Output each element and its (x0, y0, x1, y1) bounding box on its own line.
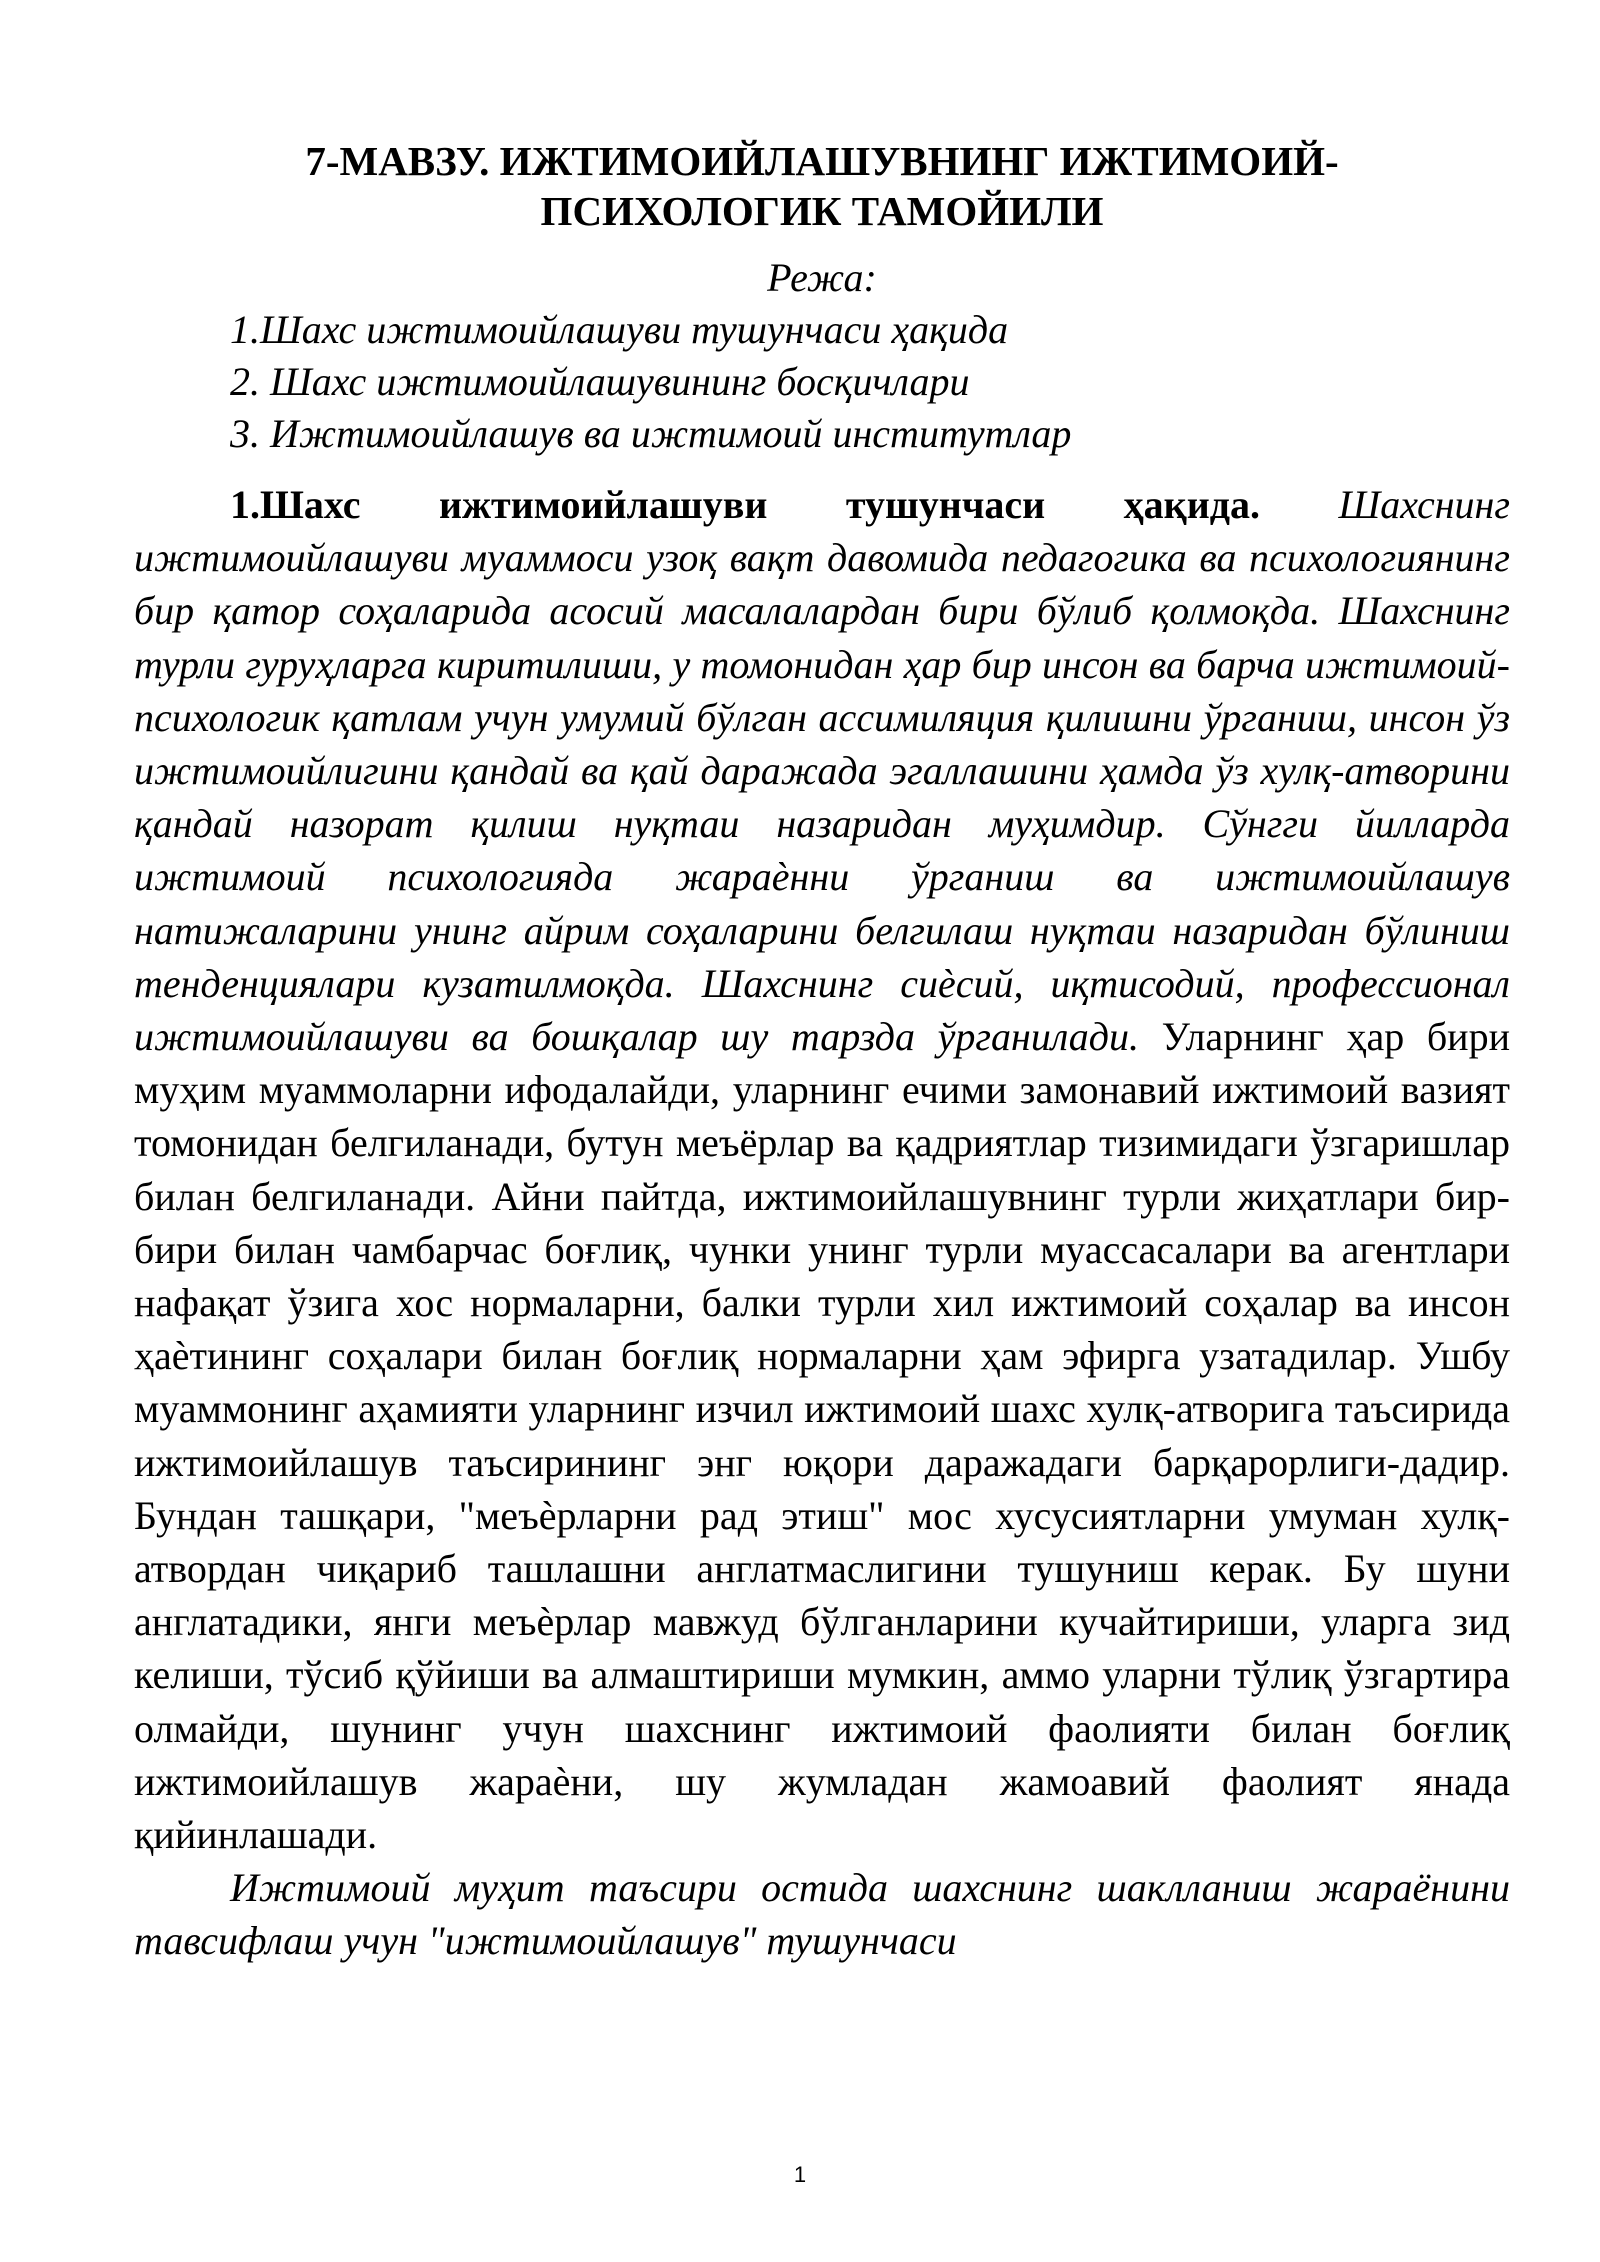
body-paragraph-2: Ижтимоий муҳит таъсири остида шахснинг шаклланиш жараёнини тавсифлаш учун "ижтимоийлашув" тушунчаси (134, 1865, 1510, 1964)
plan-list (134, 304, 1510, 460)
title-line-1: 7-МАВЗУ. ИЖТИМОИЙЛАШУВНИНГ ИЖТИМОИЙ- (305, 138, 1339, 184)
paragraph-1-text: Уларнинг ҳар бири муҳим муаммоларни ифодалайди, уларнинг ечими замонавий ижтимоий вазият томонидан белгиланади, бутун меъёрлар ва қадриятлар тизимидаги ўзгаришлар билан белгиланади. Айни пайтда, ижтимоийлашувнинг турли жиҳатлари бир-бири билан чамбарчас боғлиқ, чунки унинг турли муассасалари ва агентлари нафақат ўзига хос нормаларни, балки турли хил ижтимоий соҳалар ва инсон ҳаѐтининг соҳалари билан боғлиқ нормаларни ҳам эфирга узатадилар. Ушбу муаммонинг аҳамияти уларнинг изчил ижтимоий шахс хулқ-атворига таъсирида ижтимоийлашув таъсирининг энг юқори даражадаги барқарорлиги-дадир. Бундан ташқари, "меъѐрларни рад этиш" мос хусусиятларни умуман хулқ-атвордан чиқариб ташлашни англатмаслигини тушуниш керак. Бу шуни англатадики, янги меъѐрлар мавжуд бўлганларини кучайтириши, уларга зид келиши, тўсиб қўйиши ва алмаштириши мумкин, аммо уларни тўлиқ ўзгартира олмайди, шунинг учун шахснинг ижтимоий фаолияти билан боғлиқ ижтимоийлашув жараѐни, шу жумладан жамоавий фаолият янада қийинлашади. (134, 1014, 1510, 1858)
plan-heading: Режа: (767, 255, 877, 300)
page-number: 1 (793, 2162, 807, 2187)
page-content (134, 136, 1510, 1968)
page-title (134, 136, 1510, 236)
plan-item-2: 2. Шахс ижтимоийлашувининг босқичлари (230, 359, 970, 404)
paragraph-1-italic-text: Шахснинг ижтимоийлашуви муаммоси узоқ вақт давомида педагогика ва психологиянинг бир қатор соҳаларида асосий масалалардан бири бўлиб қолмоқда. Шахснинг турли гуруҳларга киритилиши, у томонидан ҳар бир инсон ва барча ижтимоий-психологик қатлам учун умумий бўлган ассимиляция қилишни ўрганиш, инсон ўз ижтимоийлигини қандай ва қай даражада эгаллашини ҳамда ўз хулқ-атворини қандай назорат қилиш нуқтаи назаридан муҳимдир. Сўнгги йилларда ижтимоий психологияда жараѐнни ўрганиш ва ижтимоийлашув натижаларини унинг айрим соҳаларини белгилаш нуқтаи назаридан бўлиниш тенденциялари кузатилмоқда. Шахснинг сиѐсий, иқтисодий, профессионал ижтимоийлашуви ва бошқалар шу тарзда ўрганилади. (134, 482, 1510, 1060)
plan-item-1: 1.Шахс ижтимоийлашуви тушунчаси ҳақида (230, 307, 1009, 352)
section-heading: 1.Шахс ижтимоийлашуви тушунчаси ҳақида. (230, 482, 1260, 527)
plan-item-3: 3. Ижтимоийлашув ва ижтимоий институтлар (230, 411, 1072, 456)
title-line-2: ПСИХОЛОГИК ТАМОЙИЛИ (540, 188, 1104, 234)
body-paragraph-1 (134, 478, 1510, 1861)
